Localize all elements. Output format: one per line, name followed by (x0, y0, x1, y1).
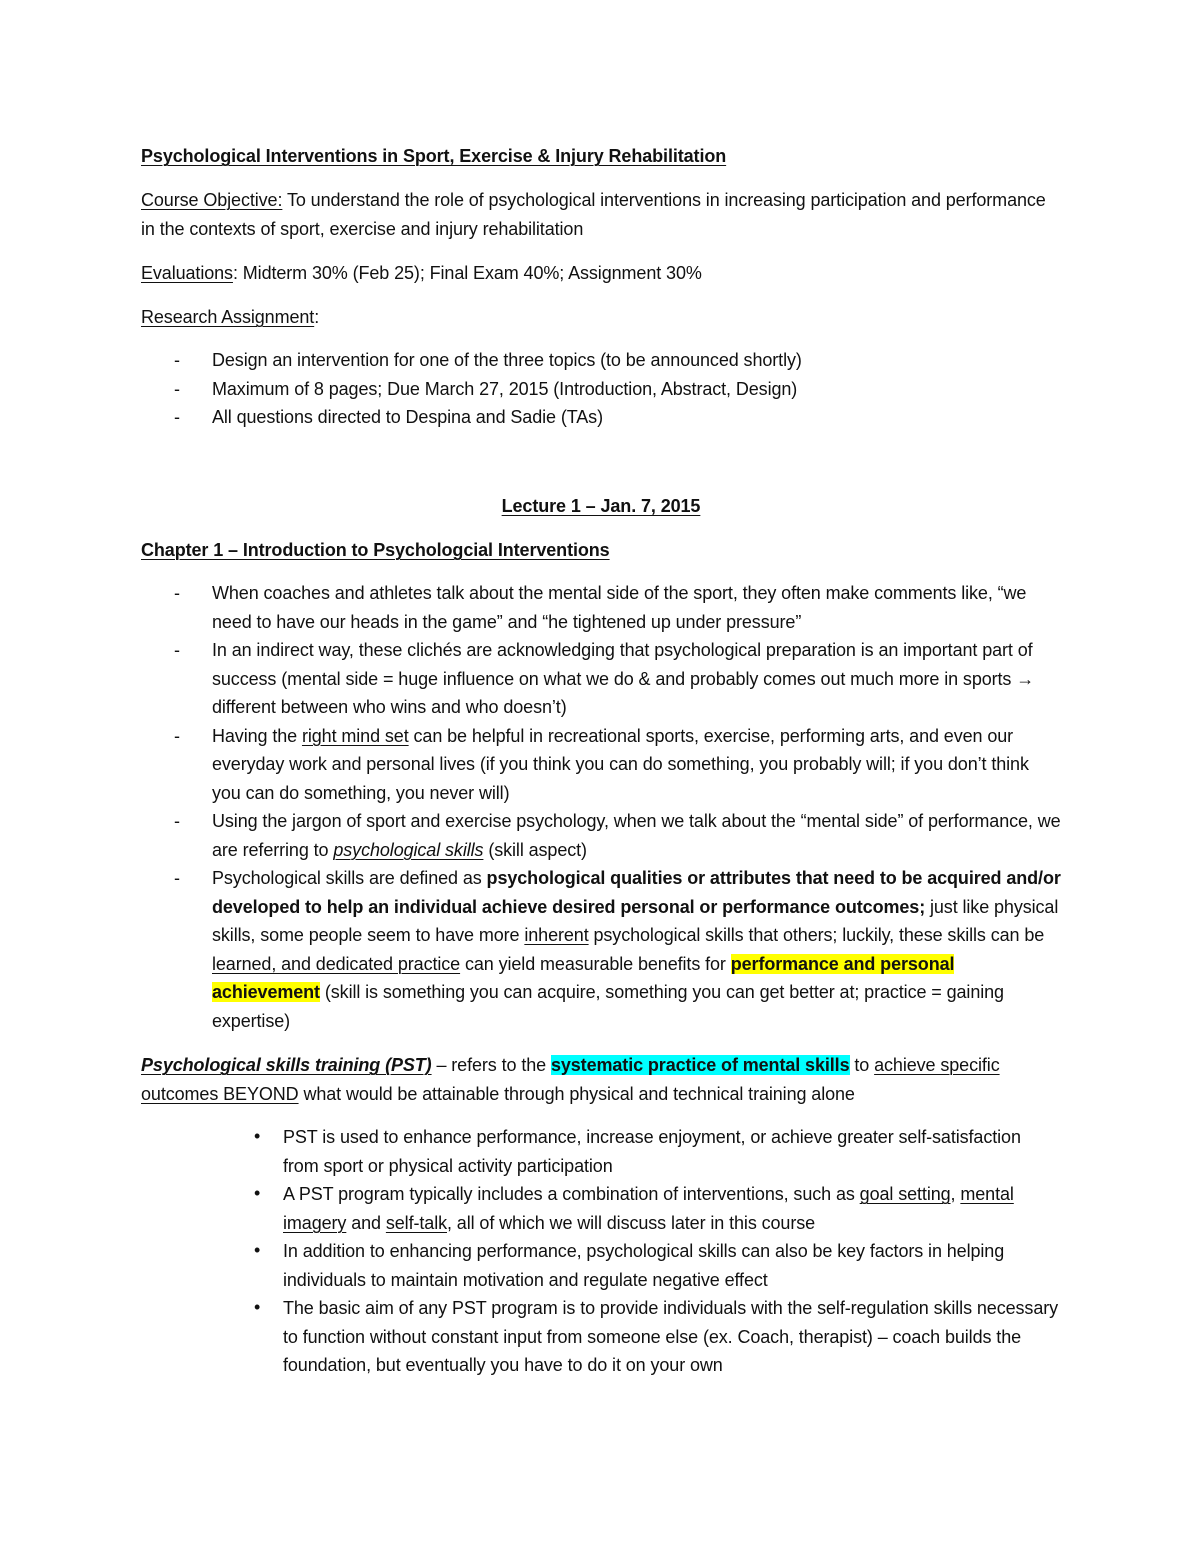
list-item-text: Having the (212, 725, 302, 746)
list-item-text: (skill aspect) (483, 839, 587, 860)
research-assignment-list (141, 346, 1061, 432)
list-item-text: The basic aim of any PST program is to provide individuals with the self-regulation skills necessary to function without constant input from someone else (ex. Coach, therapist) – coach builds the foundation, but eventually you have to do it on your own (283, 1298, 1059, 1375)
dash-marker: - (174, 811, 180, 831)
underlined-term: learned, and dedicated practice (212, 953, 461, 974)
list-item (141, 403, 1061, 432)
list-item-text: , all of which we will discuss later in this course (447, 1212, 816, 1233)
list-item (141, 375, 1061, 404)
list-item-text: , (950, 1184, 961, 1204)
dash-marker: - (174, 583, 180, 603)
pst-bullet-list (141, 1123, 1061, 1380)
underlined-term: achieve specific outcomes BEYOND (141, 1055, 1000, 1104)
list-item-text: In an indirect way, these clichés are acknowledging that psychological preparation is an important part of success (mental side = huge influence on what we do & and probably comes out much more in sports (212, 640, 1033, 689)
underlined-term: psychological skills (333, 839, 484, 860)
course-objective-text: To understand the role of psychological interventions in increasing participation and performance in the contexts of sport, exercise and injury rehabilitation (141, 190, 1046, 239)
highlighted-phrase: performance and personal achievement (212, 953, 955, 1002)
list-item-text: can yield measurable benefits for (460, 953, 731, 974)
pst-text: – refers to the (431, 1055, 551, 1075)
list-item-text: A PST program typically includes a combination of interventions, such as (283, 1184, 860, 1204)
list-item-text: psychological skills that others; luckily, these skills can be (588, 925, 1045, 945)
list-item-text: PST is used to enhance performance, increase enjoyment, or achieve greater self-satisfaction from sport or physical activity participation (283, 1127, 1021, 1176)
list-item-text: Maximum of 8 pages; Due March 27, 2015 (Introduction, Abstract, Design) (212, 378, 798, 399)
bullet-icon: • (254, 1126, 261, 1146)
arrow-icon: → (1016, 668, 1035, 689)
list-item-text: All questions directed to Despina and Sadie (TAs) (212, 407, 603, 427)
pst-definition (141, 1051, 1061, 1108)
list-item-text: and (346, 1212, 386, 1233)
list-item (141, 1294, 1061, 1380)
pst-term: Psychological skills training (PST) (141, 1055, 432, 1075)
list-item-text: (skill is something you can acquire, something you can get better at; practice = gaining expertise) (212, 982, 1004, 1031)
evaluations (141, 259, 1061, 288)
list-item-text: Design an intervention for one of the three topics (to be announced shortly) (212, 350, 802, 370)
list-item-text: can be helpful in recreational sports, exercise, performing arts, and even our everyday work and personal lives (if you think you can do something, you probably will; if you don’t think you can do something, you never will) (212, 725, 1029, 803)
underlined-term: right mind set (301, 725, 409, 746)
highlighted-phrase: systematic practice of mental skills (550, 1055, 850, 1075)
dash-marker: - (174, 407, 180, 427)
list-item (141, 346, 1061, 375)
bullet-icon: • (254, 1297, 261, 1317)
lecture-heading: Lecture 1 – Jan. 7, 2015 (501, 496, 701, 516)
list-item (141, 722, 1061, 808)
chapter-points-list (141, 579, 1061, 1035)
document-title: Psychological Interventions in Sport, Exercise & Injury Rehabilitation (141, 146, 727, 166)
underlined-term: inherent (524, 925, 589, 945)
evaluations-label: Evaluations (141, 263, 233, 283)
underlined-term: goal setting (859, 1184, 951, 1204)
dash-marker: - (174, 378, 180, 399)
pst-text: to (849, 1055, 875, 1075)
dash-marker: - (174, 350, 180, 370)
research-assignment-heading (141, 303, 1061, 332)
dash-marker: - (174, 868, 180, 888)
chapter-heading: Chapter 1 – Introduction to Psychologcial Interventions (141, 540, 610, 560)
list-item (141, 636, 1061, 722)
list-item-text: Psychological skills are defined as (212, 868, 487, 888)
list-item (141, 1123, 1061, 1180)
list-item (141, 807, 1061, 864)
course-objective (141, 186, 1061, 243)
dash-marker: - (174, 640, 180, 660)
list-item-text: When coaches and athletes talk about the mental side of the sport, they often make comments like, “we need to have our heads in the game” and “he tightened up under pressure” (212, 583, 1027, 632)
list-item-text: Using the jargon of sport and exercise psychology, when we talk about the “mental side” of performance, we are referring to (212, 811, 1061, 860)
evaluations-text: : Midterm 30% (Feb 25); Final Exam 40%; Assignment 30% (232, 263, 702, 283)
list-item-text: just like physical skills, some people seem to have more (212, 896, 1059, 945)
list-item-text: different between who wins and who doesn’t) (212, 697, 567, 717)
list-item (141, 864, 1061, 1035)
list-item (141, 579, 1061, 636)
underlined-term: self-talk (385, 1212, 447, 1233)
dash-marker: - (174, 725, 180, 746)
underlined-term: mental imagery (283, 1184, 1014, 1233)
research-assignment-label: Research Assignment (141, 307, 315, 327)
bold-definition: psychological qualities or attributes that need to be acquired and/or developed to help an individual achieve desired personal or performance outcomes; (212, 868, 1061, 917)
bullet-icon: • (254, 1183, 261, 1203)
list-item-text: In addition to enhancing performance, psychological skills can also be key factors in helping individuals to maintain motivation and regulate negative effect (283, 1241, 1005, 1290)
course-objective-label: Course Objective: (141, 190, 283, 210)
research-assignment-colon: : (314, 307, 320, 327)
list-item (141, 1180, 1061, 1237)
list-item (141, 1237, 1061, 1294)
pst-text: what would be attainable through physical and technical training alone (298, 1083, 855, 1104)
bullet-icon: • (254, 1240, 261, 1260)
